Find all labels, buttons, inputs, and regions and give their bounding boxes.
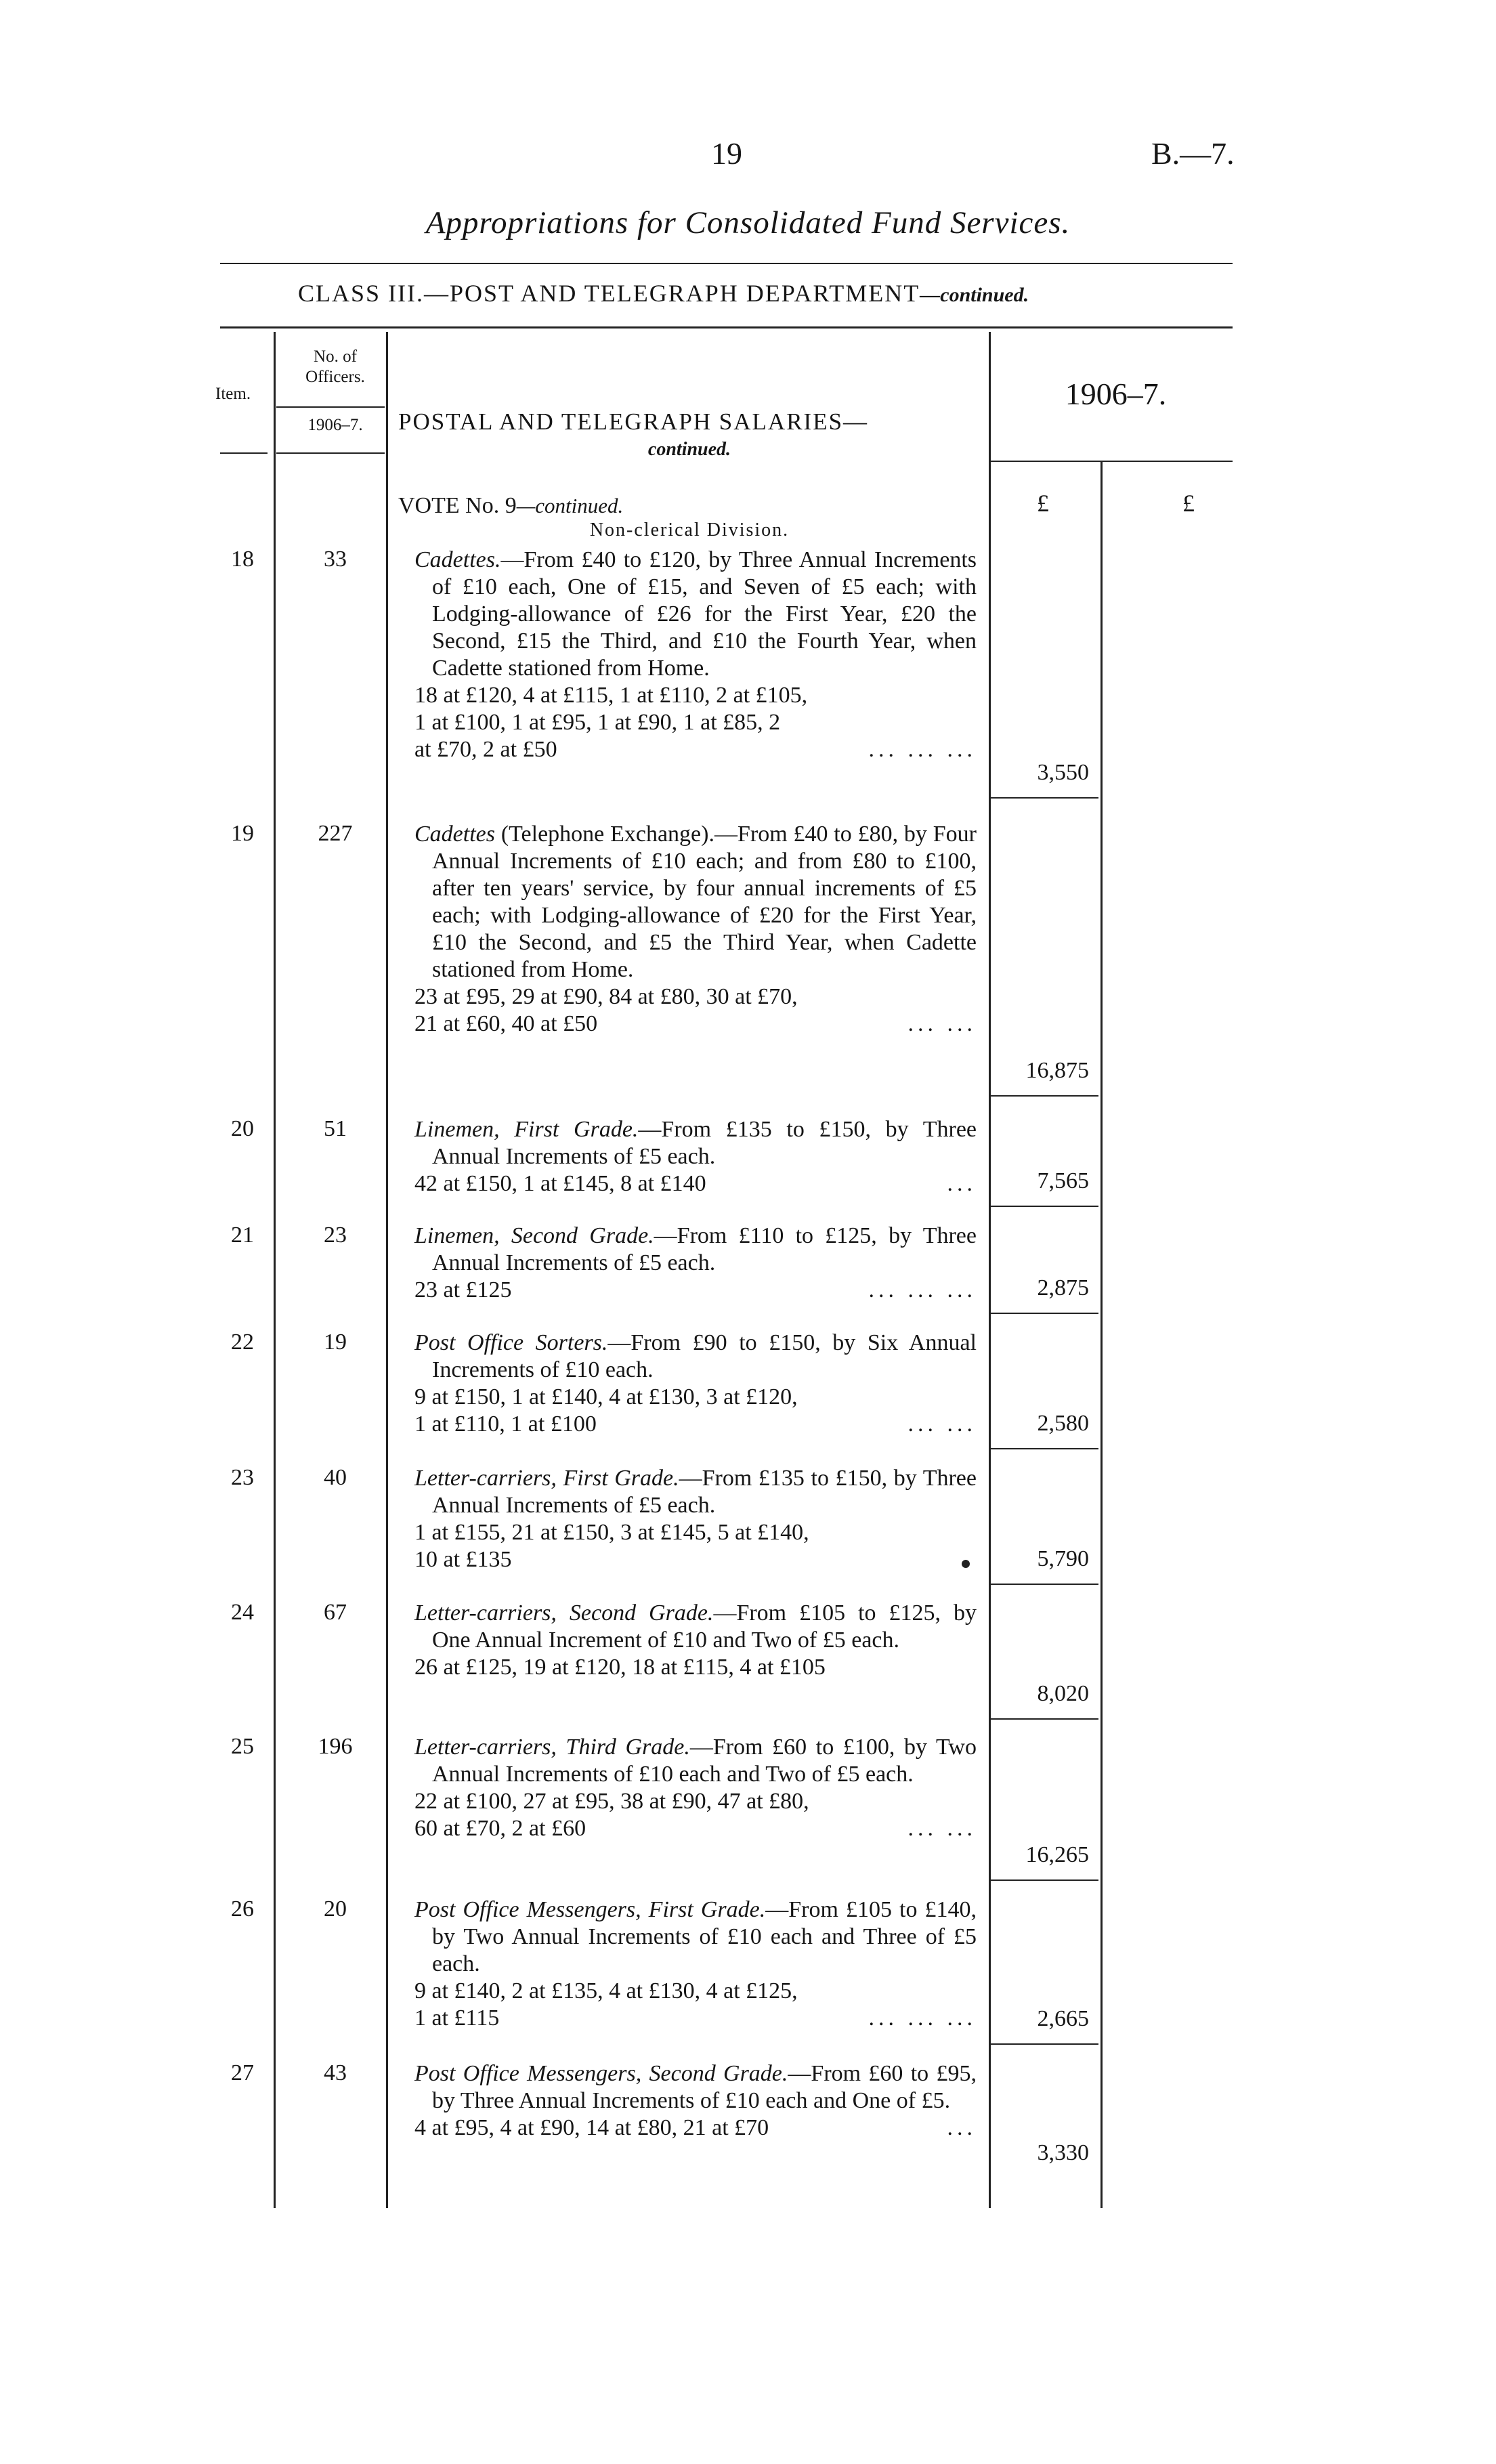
distribution-text: 26 at £125, 19 at £120, 18 at £115, 4 at £105 xyxy=(414,1655,826,1680)
amount-rule xyxy=(990,1879,1098,1881)
grade-terms: —From £135 to £150, by Three Annual Increments of £5 each. xyxy=(432,1466,977,1518)
distribution-text: 23 at £95, 29 at £90, 84 at £80, 30 at £70, xyxy=(414,984,798,1009)
salary-distribution xyxy=(414,1384,977,1438)
title-rule xyxy=(220,263,1233,264)
leader-dots: ... xyxy=(947,2115,977,2140)
vote-number: VOTE No. 9 xyxy=(398,493,517,518)
officer-count: 40 xyxy=(324,1465,347,1490)
officers-subrule xyxy=(276,406,385,408)
row-description xyxy=(414,1330,977,1438)
header-bottom-rule-amount xyxy=(990,461,1233,462)
distribution-text: 1 at £100, 1 at £95, 1 at £90, 1 at £85, 2 xyxy=(414,710,781,735)
row-description xyxy=(414,547,977,763)
vote-heading xyxy=(398,492,623,519)
item-number: 23 xyxy=(231,1465,254,1490)
salary-distribution xyxy=(414,1978,977,2032)
header-salaries-continued: continued. xyxy=(647,439,731,460)
row-amount: 2,875 xyxy=(1037,1275,1089,1300)
document-reference: B.—7. xyxy=(1151,136,1235,171)
distribution-text: at £70, 2 at £50 xyxy=(414,737,557,762)
amount-rule xyxy=(990,797,1098,799)
row-amount: 3,330 xyxy=(1037,2140,1089,2165)
officer-count: 20 xyxy=(324,1896,347,1921)
amount-rule xyxy=(990,1718,1098,1720)
bullet-dot xyxy=(962,1560,970,1568)
distribution-line-last xyxy=(414,1411,977,1438)
grade-text xyxy=(414,2060,977,2115)
salary-distribution xyxy=(414,1277,977,1304)
distribution-text: 9 at £150, 1 at £140, 4 at £130, 3 at £120, xyxy=(414,1384,798,1409)
row-amount: 5,790 xyxy=(1037,1546,1089,1571)
leader-dots: ... ... ... xyxy=(868,2005,977,2031)
distribution-line xyxy=(414,983,977,1011)
table-top-rule xyxy=(220,326,1233,328)
grade-text xyxy=(414,1465,977,1519)
item-number: 25 xyxy=(231,1734,254,1759)
distribution-line-last xyxy=(414,2115,977,2142)
header-bottom-rule-officers xyxy=(276,452,385,454)
amount-rule xyxy=(990,1095,1098,1097)
class-heading-continued: —continued. xyxy=(920,284,1029,306)
row-description xyxy=(414,2060,977,2142)
distribution-text: 21 at £60, 40 at £50 xyxy=(414,1011,598,1036)
row-description xyxy=(414,821,977,1038)
grade-name: Letter-carriers, First Grade. xyxy=(414,1466,679,1491)
leader-dots: ... ... xyxy=(907,1816,977,1841)
grade-terms: —From £60 to £100, by Two Annual Increments of £10 each and Two of £5 each. xyxy=(432,1735,977,1787)
distribution-line-last xyxy=(414,2005,977,2032)
grade-text xyxy=(414,1330,977,1384)
distribution-line-last xyxy=(414,736,977,763)
vote-continued: —continued. xyxy=(516,494,624,517)
distribution-line xyxy=(414,1788,977,1815)
header-year: 1906–7. xyxy=(1065,377,1167,411)
amount-rule xyxy=(990,1313,1098,1314)
class-heading xyxy=(298,279,1029,307)
grade-terms: —From £60 to £95, by Three Annual Increments of £10 each and One of £5. xyxy=(432,2061,977,2113)
officer-count: 43 xyxy=(324,2060,347,2085)
grade-text xyxy=(414,1116,977,1170)
row-amount: 8,020 xyxy=(1037,1681,1089,1706)
distribution-line xyxy=(414,1519,977,1546)
header-salaries-title: POSTAL AND TELEGRAPH SALARIES— xyxy=(398,408,869,435)
appropriations-title: Appropriations for Consolidated Fund Services. xyxy=(425,205,1071,240)
grade-name: Cadettes xyxy=(414,822,495,847)
salary-distribution xyxy=(414,1519,977,1573)
grade-name: Cadettes. xyxy=(414,547,501,572)
officer-count: 67 xyxy=(324,1600,347,1625)
column-rule-officers xyxy=(386,332,388,2208)
salary-distribution xyxy=(414,1788,977,1842)
salary-distribution xyxy=(414,983,977,1038)
salary-distribution xyxy=(414,1170,977,1197)
distribution-text: 18 at £120, 4 at £115, 1 at £110, 2 at £105, xyxy=(414,683,808,708)
amount-rule xyxy=(990,1584,1098,1585)
grade-terms: —From £90 to £150, by Six Annual Increments of £10 each. xyxy=(432,1330,977,1382)
grade-name: Post Office Messengers, Second Grade. xyxy=(414,2061,788,2086)
distribution-text: 60 at £70, 2 at £60 xyxy=(414,1816,586,1841)
item-number: 21 xyxy=(231,1223,254,1248)
officer-count: 227 xyxy=(318,821,353,846)
distribution-text: 9 at £140, 2 at £135, 4 at £130, 4 at £125, xyxy=(414,1978,798,2003)
distribution-line-last xyxy=(414,1654,977,1681)
leader-dots: ... ... xyxy=(907,1411,977,1437)
distribution-text: 23 at £125 xyxy=(414,1277,512,1302)
grade-name: Post Office Sorters. xyxy=(414,1330,608,1355)
distribution-line-last xyxy=(414,1277,977,1304)
row-amount: 7,565 xyxy=(1037,1168,1089,1193)
distribution-text: 1 at £110, 1 at £100 xyxy=(414,1411,597,1437)
officer-count: 23 xyxy=(324,1223,347,1248)
row-amount: 16,265 xyxy=(1025,1842,1089,1867)
distribution-line-last xyxy=(414,1815,977,1842)
item-number: 19 xyxy=(231,821,254,846)
leader-dots: ... ... xyxy=(907,1011,977,1036)
grade-terms: —From £105 to £125, by One Annual Increment of £10 and Two of £5 each. xyxy=(432,1600,977,1653)
row-amount: 16,875 xyxy=(1025,1058,1089,1083)
division-heading: Non-clerical Division. xyxy=(589,519,790,540)
row-amount: 2,665 xyxy=(1037,2006,1089,2031)
grade-terms: —From £135 to £150, by Three Annual Increments of £5 each. xyxy=(432,1117,977,1169)
header-officers-year: 1906–7. xyxy=(307,416,363,434)
distribution-line xyxy=(414,709,977,736)
distribution-line-last xyxy=(414,1546,977,1573)
grade-text xyxy=(414,1896,977,1978)
item-number: 22 xyxy=(231,1330,254,1355)
distribution-text: 1 at £115 xyxy=(414,2005,500,2031)
grade-text xyxy=(414,821,977,983)
leader-dots: ... xyxy=(947,1171,977,1196)
grade-name: Letter-carriers, Second Grade. xyxy=(414,1600,714,1626)
row-description xyxy=(414,1116,977,1197)
column-rule-item xyxy=(274,332,276,2208)
row-description xyxy=(414,1223,977,1304)
item-number: 24 xyxy=(231,1600,254,1625)
distribution-line xyxy=(414,1978,977,2005)
grade-terms: —From £105 to £140, by Two Annual Increments of £10 each and Three of £5 each. xyxy=(432,1897,977,1976)
grade-text xyxy=(414,1734,977,1788)
item-number: 18 xyxy=(231,547,254,572)
row-description xyxy=(414,1896,977,2032)
item-number: 27 xyxy=(231,2060,254,2085)
distribution-text: 22 at £100, 27 at £95, 38 at £90, 47 at £80, xyxy=(414,1789,809,1814)
officer-count: 51 xyxy=(324,1116,347,1141)
pound-sign-col1: £ xyxy=(1037,490,1049,517)
distribution-line-last xyxy=(414,1170,977,1197)
leader-dots: ... ... ... xyxy=(868,1277,977,1302)
distribution-line xyxy=(414,1384,977,1411)
class-heading-text: CLASS III.—POST AND TELEGRAPH DEPARTMENT xyxy=(298,280,920,307)
item-number: 26 xyxy=(231,1896,254,1921)
grade-name: Linemen, First Grade. xyxy=(414,1117,639,1142)
distribution-line-last xyxy=(414,1011,977,1038)
salary-distribution xyxy=(414,2115,977,2142)
row-description xyxy=(414,1600,977,1681)
item-number: 20 xyxy=(231,1116,254,1141)
grade-text xyxy=(414,1223,977,1277)
officer-count: 19 xyxy=(324,1330,347,1355)
grade-name: Post Office Messengers, First Grade. xyxy=(414,1897,766,1922)
row-amount: 3,550 xyxy=(1037,760,1089,785)
column-rule-amount xyxy=(1100,461,1103,2208)
grade-text xyxy=(414,1600,977,1654)
amount-rule xyxy=(990,2043,1098,2045)
row-description xyxy=(414,1465,977,1573)
amount-rule xyxy=(990,1206,1098,1207)
grade-terms: —From £110 to £125, by Three Annual Increments of £5 each. xyxy=(432,1223,977,1275)
distribution-text: 4 at £95, 4 at £90, 14 at £80, 21 at £70 xyxy=(414,2115,769,2140)
officer-count: 196 xyxy=(318,1734,353,1759)
pound-sign-col2: £ xyxy=(1182,490,1195,517)
distribution-text: 42 at £150, 1 at £145, 8 at £140 xyxy=(414,1171,706,1196)
distribution-text: 10 at £135 xyxy=(414,1547,512,1572)
grade-terms: —From £40 to £120, by Three Annual Increments of £10 each, One of £15, and Seven of £5 each; with Lodging-allowance of £26 for the First Year, £20 the Second, £15 the Third, and £10 the Fourth Year, when Cadette stationed from Home. xyxy=(432,547,977,681)
salary-distribution xyxy=(414,1654,977,1681)
page-number: 19 xyxy=(711,136,742,171)
row-description xyxy=(414,1734,977,1842)
grade-text xyxy=(414,547,977,682)
amount-rule xyxy=(990,1448,1098,1449)
header-no-of-officers: No. of Officers. xyxy=(305,347,365,386)
salary-distribution xyxy=(414,682,977,763)
header-item: Item. xyxy=(215,385,251,403)
distribution-text: 1 at £155, 21 at £150, 3 at £145, 5 at £140, xyxy=(414,1520,809,1545)
officer-count: 33 xyxy=(324,547,347,572)
leader-dots: ... ... ... xyxy=(868,737,977,762)
row-amount: 2,580 xyxy=(1037,1411,1089,1436)
grade-terms: (Telephone Exchange).—From £40 to £80, by Four Annual Increments of £10 each; and from £80 to £100, after ten years' service, by four annual increments of £5 each; with Lodging-allowance of £20 for the First Year, £10 the Second, and £5 the Third Year, when Cadette stationed from Home. xyxy=(432,822,977,982)
grade-name: Letter-carriers, Third Grade. xyxy=(414,1735,690,1760)
header-bottom-rule-left xyxy=(220,452,268,454)
grade-name: Linemen, Second Grade. xyxy=(414,1223,654,1248)
column-rule-description xyxy=(989,332,991,2208)
distribution-line xyxy=(414,682,977,709)
